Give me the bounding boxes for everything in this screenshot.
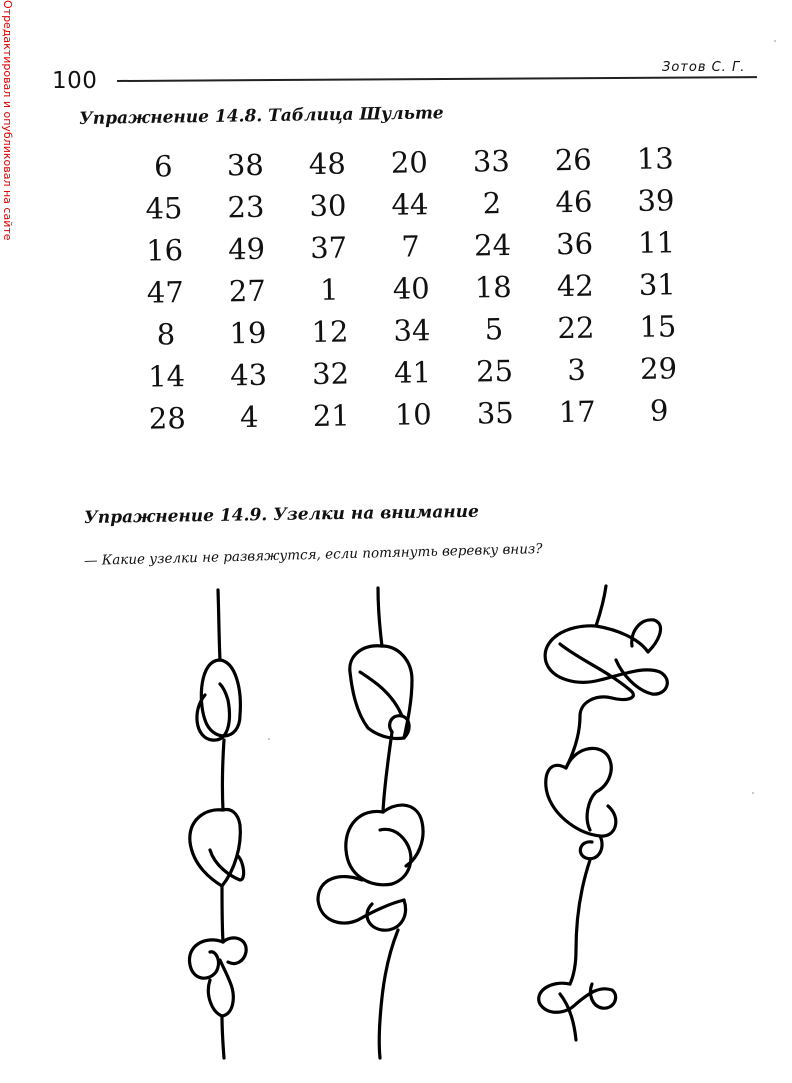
schulte-cell: 25 <box>475 353 514 389</box>
schulte-cell: 8 <box>156 317 176 352</box>
schulte-cell: 9 <box>649 393 669 428</box>
rope-3 <box>539 586 668 1040</box>
schulte-cell: 22 <box>557 310 595 346</box>
schulte-cell: 12 <box>311 314 349 350</box>
schulte-cell: 33 <box>472 143 511 179</box>
schulte-cell: 16 <box>145 233 184 268</box>
schulte-cell: 27 <box>228 273 267 309</box>
schulte-cell: 32 <box>311 356 350 392</box>
speck <box>774 40 776 42</box>
schulte-cell: 7 <box>401 229 421 264</box>
schulte-cell: 17 <box>558 394 596 430</box>
schulte-cell: 6 <box>153 149 173 184</box>
schulte-cell: 10 <box>394 397 432 432</box>
schulte-cell: 37 <box>309 230 348 266</box>
schulte-cell: 36 <box>555 226 594 262</box>
schulte-cell: 1 <box>319 272 339 307</box>
schulte-cell: 2 <box>482 186 502 221</box>
schulte-cell: 11 <box>637 225 676 260</box>
schulte-cell: 4 <box>239 399 259 435</box>
schulte-cell: 49 <box>227 231 266 267</box>
schulte-cell: 30 <box>309 188 347 224</box>
schulte-cell: 40 <box>392 271 430 306</box>
exercise-1-title: Упражнение 14.8. Таблица Шульте <box>78 103 444 129</box>
schulte-cell: 47 <box>146 275 185 310</box>
rope-2 <box>318 588 423 1058</box>
schulte-cell: 5 <box>484 312 504 347</box>
schulte-cell: 34 <box>393 313 431 348</box>
exercise-2-question: — Какие узелки не развяжутся, если потянуть веревку вниз? <box>83 540 543 569</box>
schulte-cell: 31 <box>638 267 676 302</box>
exercise-2-title: Упражнение 14.9. Узелки на внимание <box>83 501 479 528</box>
page-number: 100 <box>52 68 98 94</box>
schulte-cell: 48 <box>308 146 347 182</box>
author-name: Зотов С. Г. <box>662 60 746 75</box>
schulte-cell: 20 <box>390 145 429 180</box>
schulte-cell: 19 <box>229 315 267 351</box>
schulte-cell: 18 <box>474 269 512 305</box>
schulte-cell: 39 <box>637 183 675 218</box>
schulte-cell: 28 <box>148 401 187 436</box>
schulte-cell: 38 <box>226 147 265 183</box>
schulte-cell: 26 <box>554 142 592 178</box>
schulte-cell: 23 <box>227 189 265 225</box>
watermark-text: Отредактировал и опубликовал на сайте <box>1 0 14 241</box>
speck <box>268 738 270 740</box>
schulte-cell: 44 <box>391 187 429 222</box>
schulte-cell: 42 <box>556 268 594 304</box>
schulte-cell: 35 <box>476 395 514 431</box>
schulte-cell: 14 <box>147 359 186 394</box>
schulte-cell: 21 <box>312 398 350 434</box>
schulte-cell: 41 <box>393 355 432 390</box>
speck <box>752 792 754 794</box>
schulte-cell: 46 <box>555 184 593 220</box>
schulte-cell: 15 <box>639 309 677 344</box>
schulte-cell: 13 <box>636 141 674 176</box>
schulte-cell: 29 <box>639 351 678 386</box>
schulte-cell: 43 <box>229 357 268 393</box>
schulte-cell: 3 <box>567 352 587 388</box>
schulte-cell: 45 <box>145 191 183 226</box>
schulte-cell: 24 <box>473 227 512 263</box>
rope-1 <box>189 590 246 1058</box>
